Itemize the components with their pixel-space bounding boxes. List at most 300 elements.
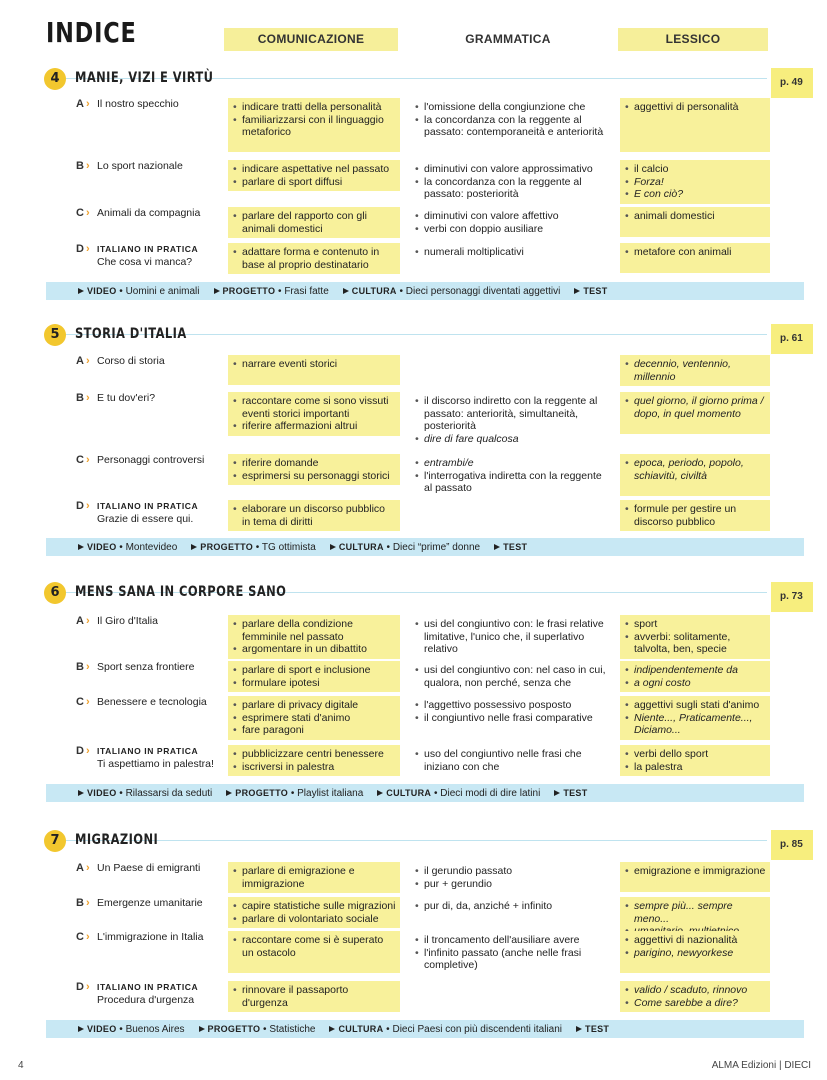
- lesson-gra-item: • il congiuntivo nelle frasi comparative: [424, 712, 606, 725]
- separator-dot: •: [288, 788, 298, 799]
- play-triangle-icon: [494, 544, 500, 550]
- play-triangle-icon: [226, 790, 232, 796]
- lesson-com-list: [242, 865, 396, 890]
- unit-footer-bar: [46, 1020, 804, 1038]
- cultura-title: Dieci modi di dire latini: [440, 788, 541, 799]
- lesson-gra-box: [410, 207, 610, 238]
- lesson-gra-item: • la concordanza con la reggente al passato: posteriorità: [424, 176, 606, 201]
- separator-dot: •: [275, 286, 285, 297]
- lesson-gra-item: • entrambi/e: [424, 457, 606, 470]
- video-label: VIDEO: [87, 1024, 117, 1034]
- lesson-les-item: • epoca, periodo, popolo, schiavitù, civiltà: [634, 457, 766, 482]
- video-label: VIDEO: [87, 286, 117, 296]
- column-header-comunicazione: COMUNICAZIONE: [224, 28, 398, 51]
- lesson-com-list: [242, 748, 396, 773]
- lesson-gra-box: [410, 661, 610, 692]
- lesson-letter: D ›: [76, 745, 90, 757]
- lesson-les-box: [620, 661, 770, 692]
- lesson-title: [97, 981, 225, 1006]
- unit-title: MIGRAZIONI: [75, 832, 159, 848]
- progetto-link[interactable]: [214, 286, 329, 297]
- lesson-com-item: • riferire domande: [242, 457, 396, 470]
- lesson-title-text: Ti aspettiamo in palestra!: [97, 757, 214, 770]
- test-link[interactable]: [494, 542, 527, 553]
- lesson-com-item: • rinnovare il passaporto d'urgenza: [242, 984, 396, 1009]
- lesson-les-box: [620, 392, 770, 434]
- lesson-les-item: • quel giorno, il giorno prima / dopo, in quel momento: [634, 395, 766, 420]
- lesson-title: [97, 160, 225, 173]
- lesson-gra-box: [410, 897, 610, 916]
- lesson-gra-box: [410, 454, 610, 498]
- unit-footer-bar: [46, 538, 804, 556]
- progetto-title: Statistiche: [269, 1024, 316, 1035]
- lesson-title: [97, 745, 225, 770]
- lesson-gra-item: • usi del congiuntivo con: le frasi relative limitative, l'unico che, il superlativo relativo: [424, 618, 606, 656]
- lesson-com-item: • pubblicizzare centri benessere: [242, 748, 396, 761]
- lesson-les-box: [620, 355, 770, 386]
- unit-section: [0, 582, 827, 822]
- separator-dot: •: [116, 542, 126, 553]
- lesson-com-item: • argomentare in un dibattito: [242, 643, 396, 656]
- lesson-title-text: Corso di storia: [97, 355, 165, 367]
- lesson-gra-box: [410, 931, 610, 975]
- lesson-title: [97, 207, 225, 220]
- lesson-gra-box: [410, 862, 610, 893]
- lesson-letter: C ›: [76, 454, 90, 466]
- lesson-gra-box: [410, 615, 610, 659]
- lesson-com-item: • formulare ipotesi: [242, 677, 396, 690]
- lesson-com-box: [228, 696, 400, 740]
- cultura-link[interactable]: [330, 542, 480, 553]
- unit-title: STORIA D'ITALIA: [75, 326, 187, 342]
- lesson-com-box: [228, 661, 400, 692]
- lesson-gra-item: • usi del congiuntivo con: nel caso in cui, qualora, non perché, senza che: [424, 664, 606, 689]
- test-label: TEST: [563, 788, 588, 798]
- lesson-gra-list: [424, 664, 606, 689]
- lesson-com-box: [228, 981, 400, 1012]
- lesson-les-item: • verbi dello sport: [634, 748, 766, 761]
- lesson-les-list: [634, 457, 766, 482]
- column-header-lessico: LESSICO: [618, 28, 768, 51]
- lesson-gra-list: [424, 699, 606, 724]
- lesson-letter: A ›: [76, 355, 90, 367]
- lesson-letter: D ›: [76, 981, 90, 993]
- separator-dot: •: [116, 1024, 126, 1035]
- lesson-les-box: [620, 454, 770, 496]
- cultura-label: CULTURA: [338, 1024, 384, 1034]
- lesson-les-item: • aggettivi di nazionalità: [634, 934, 766, 947]
- lesson-com-list: [242, 503, 396, 528]
- lesson-letter: B ›: [76, 661, 90, 673]
- lesson-les-box: [620, 696, 770, 740]
- lesson-gra-item: • l'infinito passato (anche nelle frasi completive): [424, 947, 606, 972]
- lesson-gra-list: [424, 457, 606, 495]
- lesson-com-list: [242, 246, 396, 271]
- lesson-com-box: [228, 500, 400, 531]
- lesson-com-item: • riferire affermazioni altrui: [242, 420, 396, 433]
- lesson-com-item: • parlare di emigrazione e immigrazione: [242, 865, 396, 890]
- lesson-kicker: ITALIANO IN PRATICA: [97, 982, 199, 992]
- lesson-les-item: • metafore con animali: [634, 246, 766, 259]
- lesson-com-box: [228, 207, 400, 238]
- lesson-les-box: [620, 207, 770, 237]
- play-triangle-icon: [78, 790, 84, 796]
- lesson-com-list: [242, 900, 396, 925]
- lesson-les-box: [620, 615, 770, 659]
- unit-number-badge: 7: [44, 830, 66, 852]
- lesson-title-text: Emergenze umanitarie: [97, 897, 203, 909]
- lesson-letter: A ›: [76, 98, 90, 110]
- lesson-gra-item: • il discorso indiretto con la reggente al passato: anteriorità, simultaneità, posteriorità: [424, 395, 606, 433]
- lesson-title: [97, 392, 225, 405]
- column-header-grammatica: GRAMMATICA: [465, 32, 551, 46]
- lesson-com-list: [242, 358, 396, 371]
- lesson-gra-list: [424, 395, 606, 445]
- lesson-com-item: • parlare della condizione femminile nel passato: [242, 618, 396, 643]
- play-triangle-icon: [574, 288, 580, 294]
- separator-dot: •: [116, 286, 126, 297]
- video-link[interactable]: [78, 542, 177, 553]
- lesson-com-item: • raccontare come si sono vissuti eventi storici importanti: [242, 395, 396, 420]
- lesson-com-list: [242, 699, 396, 737]
- separator-dot: •: [431, 788, 441, 799]
- lesson-gra-box: [410, 392, 610, 448]
- lesson-title-text: Personaggi controversi: [97, 454, 205, 466]
- lesson-title-text: Il nostro specchio: [97, 98, 179, 110]
- lesson-gra-item: • il troncamento dell'ausiliare avere: [424, 934, 606, 947]
- lesson-com-item: • familiarizzarsi con il linguaggio metaforico: [242, 114, 396, 139]
- lesson-les-box: [620, 243, 770, 273]
- lesson-com-list: [242, 934, 396, 959]
- lesson-les-list: [634, 210, 766, 223]
- lesson-com-list: [242, 163, 396, 188]
- lesson-les-list: [634, 358, 766, 383]
- video-label: VIDEO: [87, 542, 117, 552]
- lesson-gra-list: [424, 101, 606, 139]
- lesson-gra-list: [424, 246, 606, 259]
- lesson-title: [97, 500, 225, 525]
- lesson-gra-box: [410, 98, 610, 142]
- cultura-title: Dieci “prime” donne: [392, 542, 481, 553]
- lesson-les-list: [634, 984, 766, 1009]
- unit-page-link[interactable]: p. 61: [771, 324, 813, 354]
- lesson-gra-list: [424, 900, 606, 913]
- cultura-label: CULTURA: [386, 788, 432, 798]
- lesson-les-item: • aggettivi sugli stati d'animo: [634, 699, 766, 712]
- progetto-title: Frasi fatte: [284, 286, 329, 297]
- play-triangle-icon: [329, 1026, 335, 1032]
- lesson-gra-box: [410, 696, 610, 727]
- lesson-gra-list: [424, 748, 606, 773]
- lesson-com-list: [242, 984, 396, 1009]
- lesson-com-item: • esprimersi su personaggi storici: [242, 470, 396, 483]
- play-triangle-icon: [78, 1026, 84, 1032]
- lesson-gra-list: [424, 618, 606, 656]
- lesson-les-item: • sport: [634, 618, 766, 631]
- lesson-com-box: [228, 862, 400, 893]
- progetto-label: PROGETTO: [207, 1024, 261, 1034]
- unit-title: MANIE, VIZI E VIRTÙ: [75, 70, 214, 86]
- lesson-les-list: [634, 101, 766, 114]
- lesson-gra-list: [424, 865, 606, 890]
- lesson-les-item: • avverbi: solitamente, talvolta, ben, specie: [634, 631, 766, 656]
- lesson-com-item: • raccontare come si è superato un ostacolo: [242, 934, 396, 959]
- lesson-gra-item: • l'aggettivo possessivo posposto: [424, 699, 606, 712]
- unit-footer-bar: [46, 784, 804, 802]
- lesson-letter: A ›: [76, 862, 90, 874]
- lesson-gra-item: • l'omissione della congiunzione che: [424, 101, 606, 114]
- lesson-title-text: Un Paese di emigranti: [97, 862, 201, 874]
- unit-section: [0, 324, 827, 564]
- progetto-label: PROGETTO: [200, 542, 254, 552]
- lesson-com-item: • parlare di sport e inclusione: [242, 664, 396, 677]
- lesson-les-item: • il calcio: [634, 163, 766, 176]
- lesson-com-box: [228, 98, 400, 152]
- lesson-gra-item: • l'interrogativa indiretta con la reggente al passato: [424, 470, 606, 495]
- lesson-com-box: [228, 931, 400, 973]
- lesson-title-text: L'immigrazione in Italia: [97, 931, 204, 943]
- unit-section: [0, 830, 827, 1070]
- unit-title: MENS SANA IN CORPORE SANO: [75, 584, 287, 600]
- lesson-letter: B ›: [76, 392, 90, 404]
- lesson-les-item: • decennio, ventennio, millennio: [634, 358, 766, 383]
- play-triangle-icon: [191, 544, 197, 550]
- lesson-gra-list: [424, 210, 606, 235]
- video-title: Buenos Aires: [125, 1024, 185, 1035]
- lesson-les-box: [620, 500, 770, 531]
- unit-number-badge: 6: [44, 582, 66, 604]
- lesson-les-item: • aggettivi di personalità: [634, 101, 766, 114]
- lesson-title-text: Il Giro d'Italia: [97, 615, 158, 627]
- video-link[interactable]: [78, 286, 200, 297]
- lesson-letter: C ›: [76, 207, 90, 219]
- lesson-title-text: Grazie di essere qui.: [97, 512, 194, 525]
- lesson-gra-list: [424, 934, 606, 972]
- lesson-les-box: [620, 98, 770, 152]
- lesson-gra-item: • diminutivi con valore affettivo: [424, 210, 606, 223]
- lesson-gra-item: • pur di, da, anziché + infinito: [424, 900, 606, 913]
- test-label: TEST: [583, 286, 608, 296]
- play-triangle-icon: [377, 790, 383, 796]
- lesson-kicker: ITALIANO IN PRATICA: [97, 244, 199, 254]
- lesson-title-text: Che cosa vi manca?: [97, 255, 193, 268]
- lesson-title: [97, 243, 225, 268]
- video-label: VIDEO: [87, 788, 117, 798]
- progetto-link[interactable]: [226, 788, 363, 799]
- lesson-les-list: [634, 664, 766, 689]
- video-title: Montevideo: [125, 542, 178, 553]
- lesson-letter: B ›: [76, 897, 90, 909]
- lesson-gra-item: • dire di fare qualcosa: [424, 433, 606, 446]
- lesson-com-item: • capire statistiche sulle migrazioni: [242, 900, 396, 913]
- lesson-kicker: ITALIANO IN PRATICA: [97, 746, 199, 756]
- cultura-title: Dieci Paesi con più discendenti italiani: [392, 1024, 563, 1035]
- lesson-gra-box: [410, 745, 610, 776]
- lesson-com-list: [242, 395, 396, 433]
- lesson-title-text: Procedura d'urgenza: [97, 993, 195, 1006]
- lesson-les-list: [634, 748, 766, 773]
- separator-dot: •: [253, 542, 262, 553]
- footer-publisher: ALMA Edizioni | DIECI: [711, 1060, 811, 1071]
- cultura-link[interactable]: [377, 788, 540, 799]
- footer-page-number: 4: [18, 1060, 24, 1071]
- lesson-les-item: • valido / scaduto, rinnovo: [634, 984, 766, 997]
- lesson-les-list: [634, 699, 766, 737]
- lesson-title: [97, 355, 225, 368]
- progetto-label: PROGETTO: [235, 788, 289, 798]
- lesson-com-item: • parlare di sport diffusi: [242, 176, 396, 189]
- lesson-les-list: [634, 163, 766, 201]
- lesson-les-list: [634, 503, 766, 528]
- play-triangle-icon: [214, 288, 220, 294]
- lesson-les-list: [634, 395, 766, 420]
- lesson-les-item: • Come sarebbe a dire?: [634, 997, 766, 1010]
- lesson-com-box: [228, 897, 400, 928]
- unit-number-badge: 4: [44, 68, 66, 90]
- lesson-gra-item: • verbi con doppio ausiliare: [424, 223, 606, 236]
- lesson-kicker: ITALIANO IN PRATICA: [97, 501, 199, 511]
- lesson-les-item: • Niente..., Praticamente..., Diciamo...: [634, 712, 766, 737]
- unit-page-link[interactable]: p. 85: [771, 830, 813, 860]
- play-triangle-icon: [199, 1026, 205, 1032]
- lesson-title-text: Benessere e tecnologia: [97, 696, 207, 708]
- lesson-com-item: • parlare del rapporto con gli animali domestici: [242, 210, 396, 235]
- video-title: Uomini e animali: [125, 286, 200, 297]
- lesson-title-text: Sport senza frontiere: [97, 661, 195, 673]
- test-label: TEST: [585, 1024, 610, 1034]
- unit-section: [0, 68, 827, 308]
- cultura-title: Dieci personaggi diventati aggettivi: [405, 286, 561, 297]
- lesson-les-box: [620, 931, 770, 973]
- lesson-com-item: • indicare tratti della personalità: [242, 101, 396, 114]
- lesson-com-list: [242, 101, 396, 139]
- lesson-les-box: [620, 862, 770, 892]
- lesson-letter: D ›: [76, 243, 90, 255]
- play-triangle-icon: [78, 288, 84, 294]
- lesson-les-box: [620, 981, 770, 1012]
- video-title: Rilassarsi da seduti: [125, 788, 213, 799]
- lesson-title-text: Lo sport nazionale: [97, 160, 183, 172]
- separator-dot: •: [383, 542, 393, 553]
- lesson-gra-box: [410, 243, 610, 262]
- lesson-com-box: [228, 355, 400, 385]
- unit-divider: [66, 840, 767, 841]
- lesson-com-item: • fare paragoni: [242, 724, 396, 737]
- play-triangle-icon: [576, 1026, 582, 1032]
- separator-dot: •: [396, 286, 406, 297]
- lesson-letter: B ›: [76, 160, 90, 172]
- lesson-com-list: [242, 210, 396, 235]
- lesson-les-item: • emigrazione e immigrazione: [634, 865, 766, 878]
- progetto-label: PROGETTO: [222, 286, 276, 296]
- test-link[interactable]: [554, 788, 587, 799]
- lesson-letter: A ›: [76, 615, 90, 627]
- cultura-link[interactable]: [329, 1024, 562, 1035]
- unit-page-link[interactable]: p. 49: [771, 68, 813, 98]
- lesson-les-list: [634, 865, 766, 878]
- page-title: INDICE: [46, 16, 137, 49]
- lesson-les-list: [634, 618, 766, 656]
- lesson-gra-item: • numerali moltiplicativi: [424, 246, 606, 259]
- lesson-title: [97, 897, 225, 910]
- cultura-label: CULTURA: [338, 542, 384, 552]
- separator-dot: •: [116, 788, 126, 799]
- lesson-title: [97, 931, 225, 944]
- lesson-com-box: [228, 160, 400, 191]
- lesson-title: [97, 661, 225, 674]
- progetto-link[interactable]: [199, 1024, 316, 1035]
- lesson-letter: C ›: [76, 696, 90, 708]
- progetto-link[interactable]: [191, 542, 316, 553]
- lesson-com-item: • esprimere stati d'animo: [242, 712, 396, 725]
- lesson-letter: C ›: [76, 931, 90, 943]
- lesson-com-box: [228, 454, 400, 485]
- lesson-gra-item: • la concordanza con la reggente al passato: contemporaneità e anteriorità: [424, 114, 606, 139]
- lesson-les-item: • parigino, newyorkese: [634, 947, 766, 960]
- lesson-les-item: • a ogni costo: [634, 677, 766, 690]
- play-triangle-icon: [554, 790, 560, 796]
- lesson-com-list: [242, 664, 396, 689]
- test-link[interactable]: [574, 286, 607, 297]
- lesson-title: [97, 454, 225, 467]
- lesson-com-item: • parlare di privacy digitale: [242, 699, 396, 712]
- lesson-les-box: [620, 745, 770, 776]
- lesson-les-item: • Forza!: [634, 176, 766, 189]
- lesson-gra-item: • pur + gerundio: [424, 878, 606, 891]
- separator-dot: •: [260, 1024, 270, 1035]
- lesson-gra-item: • il gerundio passato: [424, 865, 606, 878]
- lesson-com-item: • elaborare un discorso pubblico in tema di diritti: [242, 503, 396, 528]
- test-link[interactable]: [576, 1024, 609, 1035]
- lesson-com-item: • adattare forma e contenuto in base al proprio destinatario: [242, 246, 396, 271]
- lesson-les-item: • formule per gestire un discorso pubblico: [634, 503, 766, 528]
- unit-footer-bar: [46, 282, 804, 300]
- lesson-les-list: [634, 246, 766, 259]
- video-link[interactable]: [78, 788, 212, 799]
- progetto-title: Playlist italiana: [297, 788, 364, 799]
- lesson-com-box: [228, 392, 400, 436]
- cultura-label: CULTURA: [351, 286, 397, 296]
- lesson-com-box: [228, 615, 400, 659]
- play-triangle-icon: [330, 544, 336, 550]
- lesson-les-item: • sempre più... sempre meno...: [634, 900, 766, 925]
- lesson-gra-list: [424, 163, 606, 201]
- test-label: TEST: [503, 542, 528, 552]
- play-triangle-icon: [343, 288, 349, 294]
- lesson-title: [97, 615, 225, 628]
- lesson-gra-box: [410, 160, 610, 204]
- lesson-les-item: • E con ciò?: [634, 188, 766, 201]
- cultura-link[interactable]: [343, 286, 561, 297]
- lesson-com-list: [242, 457, 396, 482]
- unit-page-link[interactable]: p. 73: [771, 582, 813, 612]
- lesson-les-item: • animali domestici: [634, 210, 766, 223]
- lesson-les-box: [620, 160, 770, 204]
- lesson-les-list: [634, 934, 766, 959]
- lesson-title-text: E tu dov'eri?: [97, 392, 156, 404]
- lesson-gra-item: • uso del congiuntivo nelle frasi che iniziano con che: [424, 748, 606, 773]
- video-link[interactable]: [78, 1024, 185, 1035]
- lesson-gra-item: • diminutivi con valore approssimativo: [424, 163, 606, 176]
- lesson-title: [97, 862, 225, 875]
- lesson-com-list: [242, 618, 396, 656]
- lesson-com-item: • indicare aspettative nel passato: [242, 163, 396, 176]
- lesson-com-item: • iscriversi in palestra: [242, 761, 396, 774]
- lesson-title: [97, 98, 225, 111]
- lesson-title-text: Animali da compagnia: [97, 207, 201, 219]
- lesson-com-box: [228, 745, 400, 776]
- lesson-com-item: • parlare di volontariato sociale: [242, 913, 396, 926]
